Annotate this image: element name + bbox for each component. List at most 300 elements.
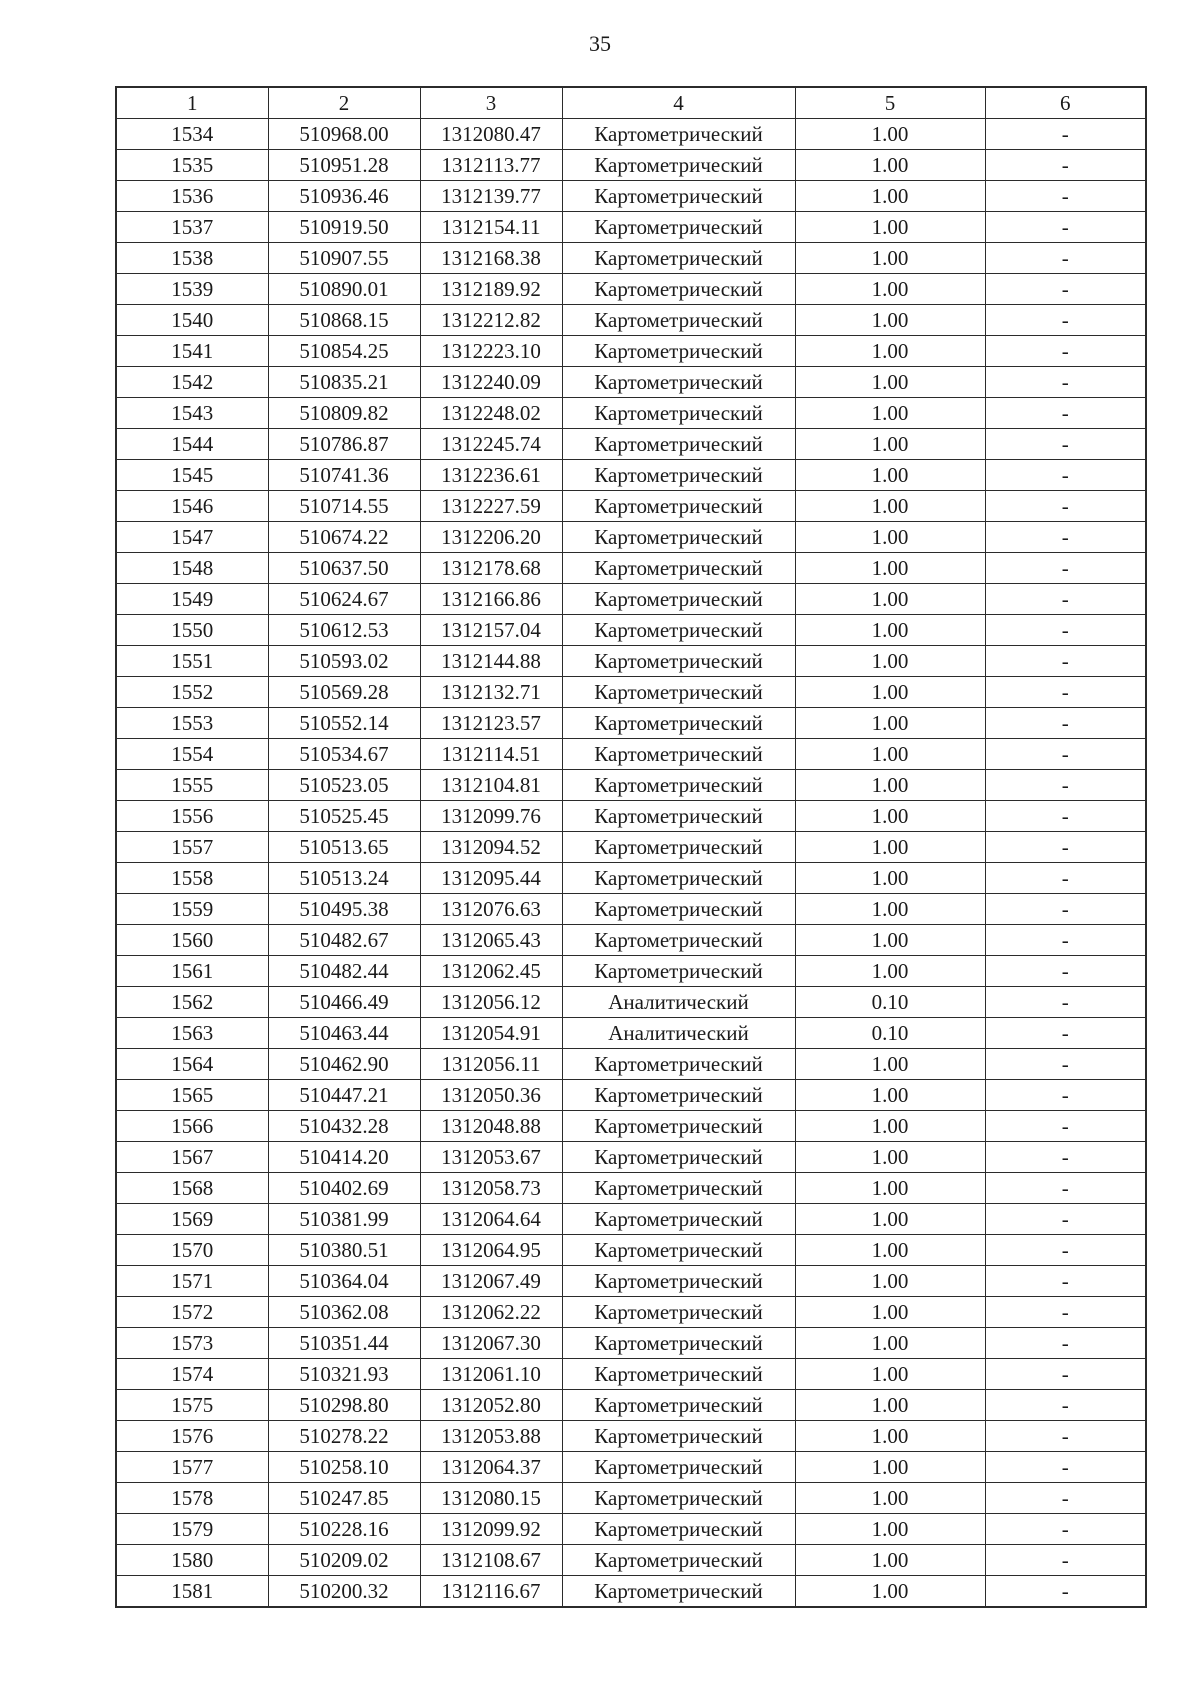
- table-body: [116, 119, 1146, 1608]
- table-row: [116, 1080, 1146, 1111]
- y-coordinate-cell: 1312067.30: [420, 1328, 562, 1359]
- point-number-cell: 1557: [116, 832, 268, 863]
- table-row: [116, 646, 1146, 677]
- note-cell: -: [985, 367, 1146, 398]
- x-coordinate-cell: 510447.21: [268, 1080, 420, 1111]
- y-coordinate-cell: 1312058.73: [420, 1173, 562, 1204]
- x-coordinate-cell: 510552.14: [268, 708, 420, 739]
- accuracy-cell: 1.00: [795, 1359, 985, 1390]
- table-row: [116, 894, 1146, 925]
- method-cell: Картометрический: [562, 460, 795, 491]
- accuracy-cell: 1.00: [795, 863, 985, 894]
- accuracy-cell: 1.00: [795, 615, 985, 646]
- note-cell: -: [985, 491, 1146, 522]
- note-cell: -: [985, 708, 1146, 739]
- point-number-cell: 1542: [116, 367, 268, 398]
- x-coordinate-cell: 510381.99: [268, 1204, 420, 1235]
- point-number-cell: 1566: [116, 1111, 268, 1142]
- y-coordinate-cell: 1312095.44: [420, 863, 562, 894]
- point-number-cell: 1581: [116, 1576, 268, 1608]
- table-row: [116, 181, 1146, 212]
- x-coordinate-cell: 510741.36: [268, 460, 420, 491]
- note-cell: -: [985, 1297, 1146, 1328]
- note-cell: -: [985, 243, 1146, 274]
- method-cell: Картометрический: [562, 150, 795, 181]
- y-coordinate-cell: 1312144.88: [420, 646, 562, 677]
- method-cell: Картометрический: [562, 584, 795, 615]
- method-cell: Картометрический: [562, 212, 795, 243]
- x-coordinate-cell: 510466.49: [268, 987, 420, 1018]
- accuracy-cell: 1.00: [795, 1142, 985, 1173]
- table-row: [116, 1328, 1146, 1359]
- y-coordinate-cell: 1312212.82: [420, 305, 562, 336]
- x-coordinate-cell: 510936.46: [268, 181, 420, 212]
- x-coordinate-cell: 510890.01: [268, 274, 420, 305]
- y-coordinate-cell: 1312080.47: [420, 119, 562, 150]
- x-coordinate-cell: 510495.38: [268, 894, 420, 925]
- accuracy-cell: 1.00: [795, 181, 985, 212]
- note-cell: -: [985, 677, 1146, 708]
- accuracy-cell: 1.00: [795, 708, 985, 739]
- method-cell: Картометрический: [562, 863, 795, 894]
- method-cell: Картометрический: [562, 429, 795, 460]
- page-number: 35: [589, 31, 611, 56]
- note-cell: -: [985, 770, 1146, 801]
- column-header: 1: [116, 87, 268, 119]
- point-number-cell: 1543: [116, 398, 268, 429]
- table-row: [116, 925, 1146, 956]
- y-coordinate-cell: 1312157.04: [420, 615, 562, 646]
- accuracy-cell: 1.00: [795, 1080, 985, 1111]
- y-coordinate-cell: 1312248.02: [420, 398, 562, 429]
- table-row: [116, 1483, 1146, 1514]
- y-coordinate-cell: 1312108.67: [420, 1545, 562, 1576]
- point-number-cell: 1575: [116, 1390, 268, 1421]
- table-row: [116, 1049, 1146, 1080]
- method-cell: Картометрический: [562, 1297, 795, 1328]
- x-coordinate-cell: 510593.02: [268, 646, 420, 677]
- table-row: [116, 336, 1146, 367]
- x-coordinate-cell: 510209.02: [268, 1545, 420, 1576]
- x-coordinate-cell: 510278.22: [268, 1421, 420, 1452]
- table-row: [116, 1266, 1146, 1297]
- accuracy-cell: 1.00: [795, 832, 985, 863]
- method-cell: Картометрический: [562, 274, 795, 305]
- method-cell: Картометрический: [562, 708, 795, 739]
- y-coordinate-cell: 1312062.22: [420, 1297, 562, 1328]
- method-cell: Картометрический: [562, 1452, 795, 1483]
- note-cell: -: [985, 1483, 1146, 1514]
- x-coordinate-cell: 510247.85: [268, 1483, 420, 1514]
- method-cell: Картометрический: [562, 491, 795, 522]
- table-row: [116, 522, 1146, 553]
- method-cell: Картометрический: [562, 1111, 795, 1142]
- method-cell: Картометрический: [562, 925, 795, 956]
- accuracy-cell: 1.00: [795, 801, 985, 832]
- table-header: [116, 87, 1146, 119]
- y-coordinate-cell: 1312116.67: [420, 1576, 562, 1608]
- accuracy-cell: 1.00: [795, 1111, 985, 1142]
- accuracy-cell: 1.00: [795, 956, 985, 987]
- table-row: [116, 1142, 1146, 1173]
- point-number-cell: 1573: [116, 1328, 268, 1359]
- column-header: 2: [268, 87, 420, 119]
- table-row: [116, 863, 1146, 894]
- method-cell: Картометрический: [562, 646, 795, 677]
- table-row: [116, 553, 1146, 584]
- accuracy-cell: 1.00: [795, 1514, 985, 1545]
- y-coordinate-cell: 1312061.10: [420, 1359, 562, 1390]
- point-number-cell: 1562: [116, 987, 268, 1018]
- accuracy-cell: 1.00: [795, 429, 985, 460]
- point-number-cell: 1577: [116, 1452, 268, 1483]
- y-coordinate-cell: 1312064.95: [420, 1235, 562, 1266]
- point-number-cell: 1578: [116, 1483, 268, 1514]
- y-coordinate-cell: 1312223.10: [420, 336, 562, 367]
- x-coordinate-cell: 510414.20: [268, 1142, 420, 1173]
- x-coordinate-cell: 510624.67: [268, 584, 420, 615]
- point-number-cell: 1559: [116, 894, 268, 925]
- accuracy-cell: 1.00: [795, 212, 985, 243]
- x-coordinate-cell: 510525.45: [268, 801, 420, 832]
- method-cell: Картометрический: [562, 1173, 795, 1204]
- column-header: 3: [420, 87, 562, 119]
- point-number-cell: 1538: [116, 243, 268, 274]
- table-row: [116, 615, 1146, 646]
- point-number-cell: 1540: [116, 305, 268, 336]
- point-number-cell: 1567: [116, 1142, 268, 1173]
- x-coordinate-cell: 510714.55: [268, 491, 420, 522]
- method-cell: Картометрический: [562, 770, 795, 801]
- accuracy-cell: 1.00: [795, 367, 985, 398]
- point-number-cell: 1574: [116, 1359, 268, 1390]
- point-number-cell: 1548: [116, 553, 268, 584]
- accuracy-cell: 1.00: [795, 305, 985, 336]
- note-cell: -: [985, 1235, 1146, 1266]
- y-coordinate-cell: 1312123.57: [420, 708, 562, 739]
- accuracy-cell: 1.00: [795, 336, 985, 367]
- point-number-cell: 1551: [116, 646, 268, 677]
- column-header: 6: [985, 87, 1146, 119]
- table-row: [116, 739, 1146, 770]
- point-number-cell: 1558: [116, 863, 268, 894]
- x-coordinate-cell: 510200.32: [268, 1576, 420, 1608]
- method-cell: Картометрический: [562, 522, 795, 553]
- table-row: [116, 1545, 1146, 1576]
- note-cell: -: [985, 1266, 1146, 1297]
- x-coordinate-cell: 510569.28: [268, 677, 420, 708]
- x-coordinate-cell: 510674.22: [268, 522, 420, 553]
- point-number-cell: 1547: [116, 522, 268, 553]
- table-row: [116, 1111, 1146, 1142]
- note-cell: -: [985, 956, 1146, 987]
- note-cell: -: [985, 832, 1146, 863]
- accuracy-cell: 1.00: [795, 677, 985, 708]
- y-coordinate-cell: 1312189.92: [420, 274, 562, 305]
- point-number-cell: 1572: [116, 1297, 268, 1328]
- accuracy-cell: 1.00: [795, 1390, 985, 1421]
- x-coordinate-cell: 510513.24: [268, 863, 420, 894]
- note-cell: -: [985, 1142, 1146, 1173]
- method-cell: Картометрический: [562, 615, 795, 646]
- table-row: [116, 1018, 1146, 1049]
- accuracy-cell: 1.00: [795, 150, 985, 181]
- table-row: [116, 119, 1146, 150]
- x-coordinate-cell: 510868.15: [268, 305, 420, 336]
- table-row: [116, 460, 1146, 491]
- note-cell: -: [985, 1576, 1146, 1608]
- point-number-cell: 1544: [116, 429, 268, 460]
- point-number-cell: 1579: [116, 1514, 268, 1545]
- x-coordinate-cell: 510362.08: [268, 1297, 420, 1328]
- accuracy-cell: 1.00: [795, 925, 985, 956]
- y-coordinate-cell: 1312166.86: [420, 584, 562, 615]
- point-number-cell: 1536: [116, 181, 268, 212]
- x-coordinate-cell: 510462.90: [268, 1049, 420, 1080]
- y-coordinate-cell: 1312065.43: [420, 925, 562, 956]
- accuracy-cell: 0.10: [795, 1018, 985, 1049]
- note-cell: -: [985, 1452, 1146, 1483]
- accuracy-cell: 1.00: [795, 522, 985, 553]
- y-coordinate-cell: 1312178.68: [420, 553, 562, 584]
- accuracy-cell: 1.00: [795, 553, 985, 584]
- table-row: [116, 150, 1146, 181]
- method-cell: Картометрический: [562, 398, 795, 429]
- y-coordinate-cell: 1312076.63: [420, 894, 562, 925]
- y-coordinate-cell: 1312099.92: [420, 1514, 562, 1545]
- note-cell: -: [985, 801, 1146, 832]
- y-coordinate-cell: 1312114.51: [420, 739, 562, 770]
- y-coordinate-cell: 1312056.12: [420, 987, 562, 1018]
- method-cell: Картометрический: [562, 1483, 795, 1514]
- method-cell: Картометрический: [562, 1080, 795, 1111]
- point-number-cell: 1554: [116, 739, 268, 770]
- accuracy-cell: 1.00: [795, 119, 985, 150]
- method-cell: Картометрический: [562, 553, 795, 584]
- method-cell: Картометрический: [562, 1266, 795, 1297]
- x-coordinate-cell: 510835.21: [268, 367, 420, 398]
- note-cell: -: [985, 925, 1146, 956]
- note-cell: -: [985, 584, 1146, 615]
- x-coordinate-cell: 510919.50: [268, 212, 420, 243]
- y-coordinate-cell: 1312064.37: [420, 1452, 562, 1483]
- accuracy-cell: 0.10: [795, 987, 985, 1018]
- accuracy-cell: 1.00: [795, 1483, 985, 1514]
- table-row: [116, 367, 1146, 398]
- x-coordinate-cell: 510951.28: [268, 150, 420, 181]
- point-number-cell: 1561: [116, 956, 268, 987]
- point-number-cell: 1535: [116, 150, 268, 181]
- table-row: [116, 956, 1146, 987]
- point-number-cell: 1569: [116, 1204, 268, 1235]
- note-cell: -: [985, 274, 1146, 305]
- method-cell: Картометрический: [562, 367, 795, 398]
- method-cell: Картометрический: [562, 739, 795, 770]
- method-cell: Картометрический: [562, 1142, 795, 1173]
- note-cell: -: [985, 1390, 1146, 1421]
- x-coordinate-cell: 510534.67: [268, 739, 420, 770]
- point-number-cell: 1563: [116, 1018, 268, 1049]
- y-coordinate-cell: 1312052.80: [420, 1390, 562, 1421]
- note-cell: -: [985, 1545, 1146, 1576]
- table-row: [116, 677, 1146, 708]
- method-cell: Картометрический: [562, 1359, 795, 1390]
- x-coordinate-cell: 510351.44: [268, 1328, 420, 1359]
- point-number-cell: 1537: [116, 212, 268, 243]
- x-coordinate-cell: 510513.65: [268, 832, 420, 863]
- y-coordinate-cell: 1312062.45: [420, 956, 562, 987]
- accuracy-cell: 1.00: [795, 584, 985, 615]
- point-number-cell: 1564: [116, 1049, 268, 1080]
- method-cell: Картометрический: [562, 832, 795, 863]
- method-cell: Аналитический: [562, 987, 795, 1018]
- y-coordinate-cell: 1312227.59: [420, 491, 562, 522]
- table-row: [116, 708, 1146, 739]
- method-cell: Картометрический: [562, 1235, 795, 1266]
- note-cell: -: [985, 1173, 1146, 1204]
- table-row: [116, 1173, 1146, 1204]
- accuracy-cell: 1.00: [795, 1266, 985, 1297]
- x-coordinate-cell: 510809.82: [268, 398, 420, 429]
- point-number-cell: 1539: [116, 274, 268, 305]
- table-row: [116, 801, 1146, 832]
- note-cell: -: [985, 398, 1146, 429]
- point-number-cell: 1568: [116, 1173, 268, 1204]
- table-row: [116, 1359, 1146, 1390]
- method-cell: Картометрический: [562, 1390, 795, 1421]
- x-coordinate-cell: 510380.51: [268, 1235, 420, 1266]
- y-coordinate-cell: 1312048.88: [420, 1111, 562, 1142]
- y-coordinate-cell: 1312053.67: [420, 1142, 562, 1173]
- table-row: [116, 1452, 1146, 1483]
- method-cell: Картометрический: [562, 336, 795, 367]
- point-number-cell: 1541: [116, 336, 268, 367]
- point-number-cell: 1545: [116, 460, 268, 491]
- note-cell: -: [985, 615, 1146, 646]
- table-row: [116, 398, 1146, 429]
- y-coordinate-cell: 1312067.49: [420, 1266, 562, 1297]
- note-cell: -: [985, 1018, 1146, 1049]
- y-coordinate-cell: 1312053.88: [420, 1421, 562, 1452]
- table-row: [116, 491, 1146, 522]
- note-cell: -: [985, 305, 1146, 336]
- accuracy-cell: 1.00: [795, 460, 985, 491]
- accuracy-cell: 1.00: [795, 243, 985, 274]
- note-cell: -: [985, 739, 1146, 770]
- method-cell: Картометрический: [562, 894, 795, 925]
- y-coordinate-cell: 1312139.77: [420, 181, 562, 212]
- accuracy-cell: 1.00: [795, 491, 985, 522]
- method-cell: Картометрический: [562, 181, 795, 212]
- x-coordinate-cell: 510364.04: [268, 1266, 420, 1297]
- x-coordinate-cell: 510321.93: [268, 1359, 420, 1390]
- method-cell: Картометрический: [562, 1421, 795, 1452]
- note-cell: -: [985, 1080, 1146, 1111]
- y-coordinate-cell: 1312054.91: [420, 1018, 562, 1049]
- x-coordinate-cell: 510523.05: [268, 770, 420, 801]
- method-cell: Картометрический: [562, 1049, 795, 1080]
- note-cell: -: [985, 987, 1146, 1018]
- note-cell: -: [985, 646, 1146, 677]
- table-row: [116, 1514, 1146, 1545]
- method-cell: Картометрический: [562, 119, 795, 150]
- note-cell: -: [985, 150, 1146, 181]
- point-number-cell: 1576: [116, 1421, 268, 1452]
- y-coordinate-cell: 1312056.11: [420, 1049, 562, 1080]
- point-number-cell: 1570: [116, 1235, 268, 1266]
- coordinates-table: [115, 86, 1147, 1608]
- accuracy-cell: 1.00: [795, 1421, 985, 1452]
- y-coordinate-cell: 1312080.15: [420, 1483, 562, 1514]
- note-cell: -: [985, 1359, 1146, 1390]
- method-cell: Картометрический: [562, 1576, 795, 1608]
- y-coordinate-cell: 1312240.09: [420, 367, 562, 398]
- table-row: [116, 212, 1146, 243]
- x-coordinate-cell: 510637.50: [268, 553, 420, 584]
- x-coordinate-cell: 510786.87: [268, 429, 420, 460]
- x-coordinate-cell: 510482.44: [268, 956, 420, 987]
- y-coordinate-cell: 1312132.71: [420, 677, 562, 708]
- accuracy-cell: 1.00: [795, 1328, 985, 1359]
- table-row: [116, 1235, 1146, 1266]
- table-row: [116, 1576, 1146, 1608]
- table-row: [116, 243, 1146, 274]
- note-cell: -: [985, 894, 1146, 925]
- accuracy-cell: 1.00: [795, 770, 985, 801]
- x-coordinate-cell: 510463.44: [268, 1018, 420, 1049]
- table-row: [116, 274, 1146, 305]
- note-cell: -: [985, 1328, 1146, 1359]
- accuracy-cell: 1.00: [795, 1297, 985, 1328]
- table-row: [116, 584, 1146, 615]
- x-coordinate-cell: 510402.69: [268, 1173, 420, 1204]
- table-row: [116, 770, 1146, 801]
- column-header: 4: [562, 87, 795, 119]
- accuracy-cell: 1.00: [795, 1204, 985, 1235]
- y-coordinate-cell: 1312154.11: [420, 212, 562, 243]
- accuracy-cell: 1.00: [795, 274, 985, 305]
- y-coordinate-cell: 1312064.64: [420, 1204, 562, 1235]
- note-cell: -: [985, 119, 1146, 150]
- table-row: [116, 1421, 1146, 1452]
- table-row: [116, 305, 1146, 336]
- y-coordinate-cell: 1312050.36: [420, 1080, 562, 1111]
- table-row: [116, 832, 1146, 863]
- y-coordinate-cell: 1312206.20: [420, 522, 562, 553]
- note-cell: -: [985, 1204, 1146, 1235]
- note-cell: -: [985, 553, 1146, 584]
- note-cell: -: [985, 336, 1146, 367]
- accuracy-cell: 1.00: [795, 1545, 985, 1576]
- accuracy-cell: 1.00: [795, 739, 985, 770]
- accuracy-cell: 1.00: [795, 1235, 985, 1266]
- table-row: [116, 1390, 1146, 1421]
- y-coordinate-cell: 1312099.76: [420, 801, 562, 832]
- point-number-cell: 1565: [116, 1080, 268, 1111]
- method-cell: Картометрический: [562, 305, 795, 336]
- table-row: [116, 1204, 1146, 1235]
- point-number-cell: 1552: [116, 677, 268, 708]
- accuracy-cell: 1.00: [795, 1173, 985, 1204]
- accuracy-cell: 1.00: [795, 646, 985, 677]
- x-coordinate-cell: 510258.10: [268, 1452, 420, 1483]
- method-cell: Картометрический: [562, 956, 795, 987]
- table-row: [116, 429, 1146, 460]
- point-number-cell: 1571: [116, 1266, 268, 1297]
- accuracy-cell: 1.00: [795, 1049, 985, 1080]
- method-cell: Аналитический: [562, 1018, 795, 1049]
- note-cell: -: [985, 1421, 1146, 1452]
